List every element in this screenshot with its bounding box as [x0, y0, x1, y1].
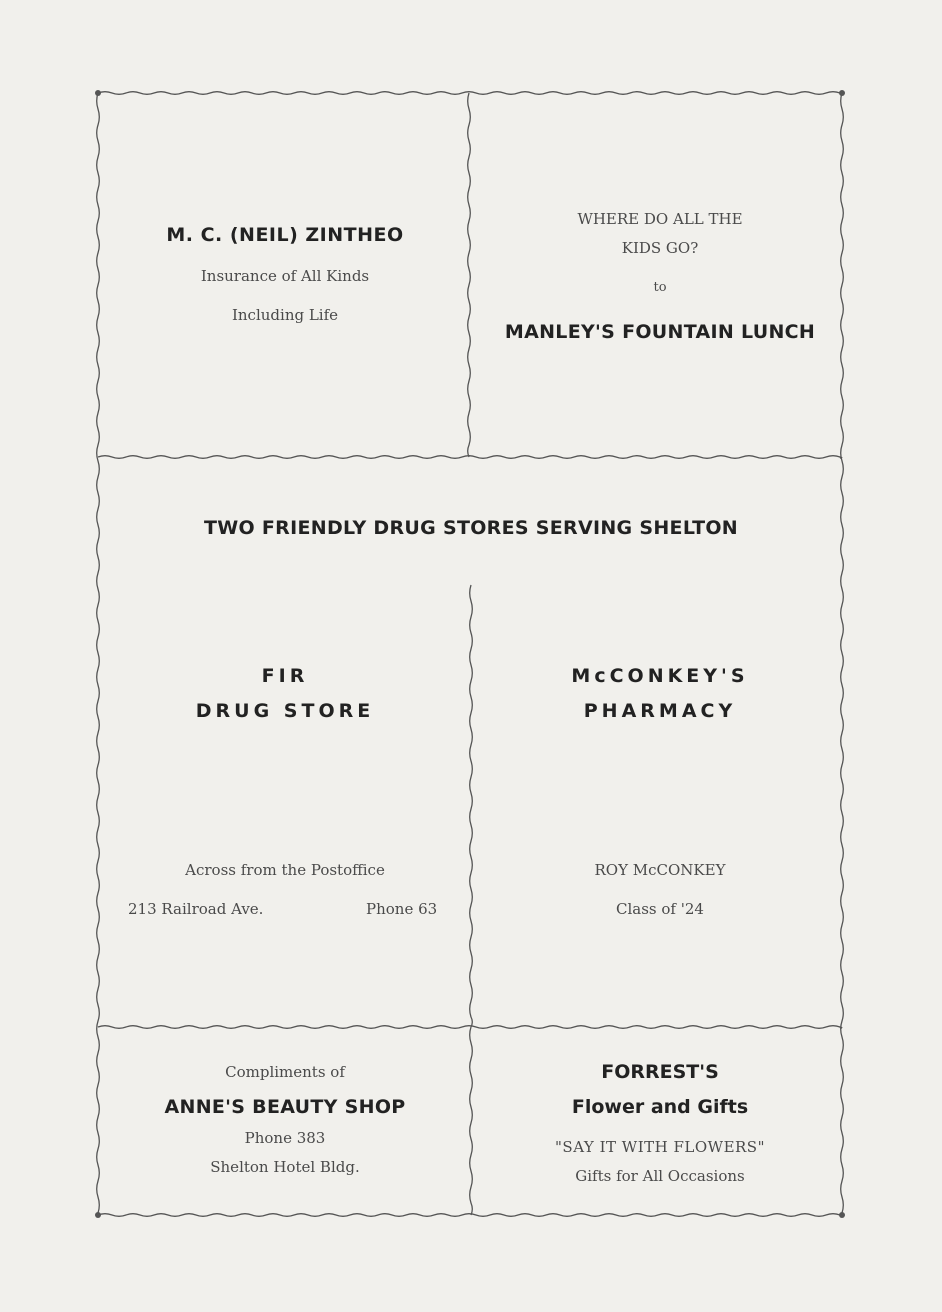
manley-to: to: [653, 280, 667, 295]
border-bottom: [98, 1214, 842, 1217]
zintheo-line2: Including Life: [231, 306, 339, 324]
fir-location: Across from the Postoffice: [185, 861, 385, 879]
divider-bottom-middle: [470, 1027, 473, 1215]
fir-name-line2: DRUG STORE: [195, 700, 375, 722]
divider-bottom-row: [98, 1026, 842, 1029]
forrests-tagline: Gifts for All Occasions: [575, 1167, 745, 1185]
fir-phone: Phone 63: [366, 900, 438, 918]
mcconkey-name-line1: McCONKEY'S: [571, 665, 749, 687]
border-right: [841, 93, 844, 1215]
annes-phone: Phone 383: [244, 1129, 326, 1147]
mcconkey-owner: ROY McCONKEY: [594, 861, 726, 879]
zintheo-name: M. C. (NEIL) ZINTHEO: [166, 224, 404, 246]
mcconkey-name-line2: PHARMACY: [583, 700, 737, 722]
manley-question-line1: WHERE DO ALL THE: [577, 210, 743, 228]
annes-compliments: Compliments of: [225, 1063, 345, 1081]
annes-name: ANNE'S BEAUTY SHOP: [164, 1096, 406, 1118]
border-left: [97, 93, 100, 1215]
annes-location: Shelton Hotel Bldg.: [210, 1158, 360, 1176]
drug-stores-heading: TWO FRIENDLY DRUG STORES SERVING SHELTON: [204, 517, 738, 539]
manley-name: MANLEY'S FOUNTAIN LUNCH: [504, 321, 816, 343]
corner-ornament-top-right: [839, 90, 845, 96]
zintheo-line1: Insurance of All Kinds: [200, 267, 370, 285]
corner-ornament-top-left: [95, 90, 101, 96]
corner-ornament-bottom-left: [95, 1212, 101, 1218]
corner-ornament-bottom-right: [839, 1212, 845, 1218]
divider-top-middle: [468, 93, 471, 457]
border-top: [98, 92, 842, 95]
mcconkey-class: Class of '24: [616, 900, 704, 918]
fir-name-line1: FIR: [261, 665, 309, 687]
forrests-name: FORREST'S: [601, 1061, 719, 1083]
forrests-slogan: "SAY IT WITH FLOWERS": [555, 1138, 765, 1156]
manley-question-line2: KIDS GO?: [621, 239, 699, 257]
fir-address: 213 Railroad Ave.: [128, 900, 264, 918]
divider-top-row: [98, 456, 842, 459]
divider-drug-middle: [470, 585, 473, 1027]
forrests-subtitle: Flower and Gifts: [571, 1096, 749, 1118]
